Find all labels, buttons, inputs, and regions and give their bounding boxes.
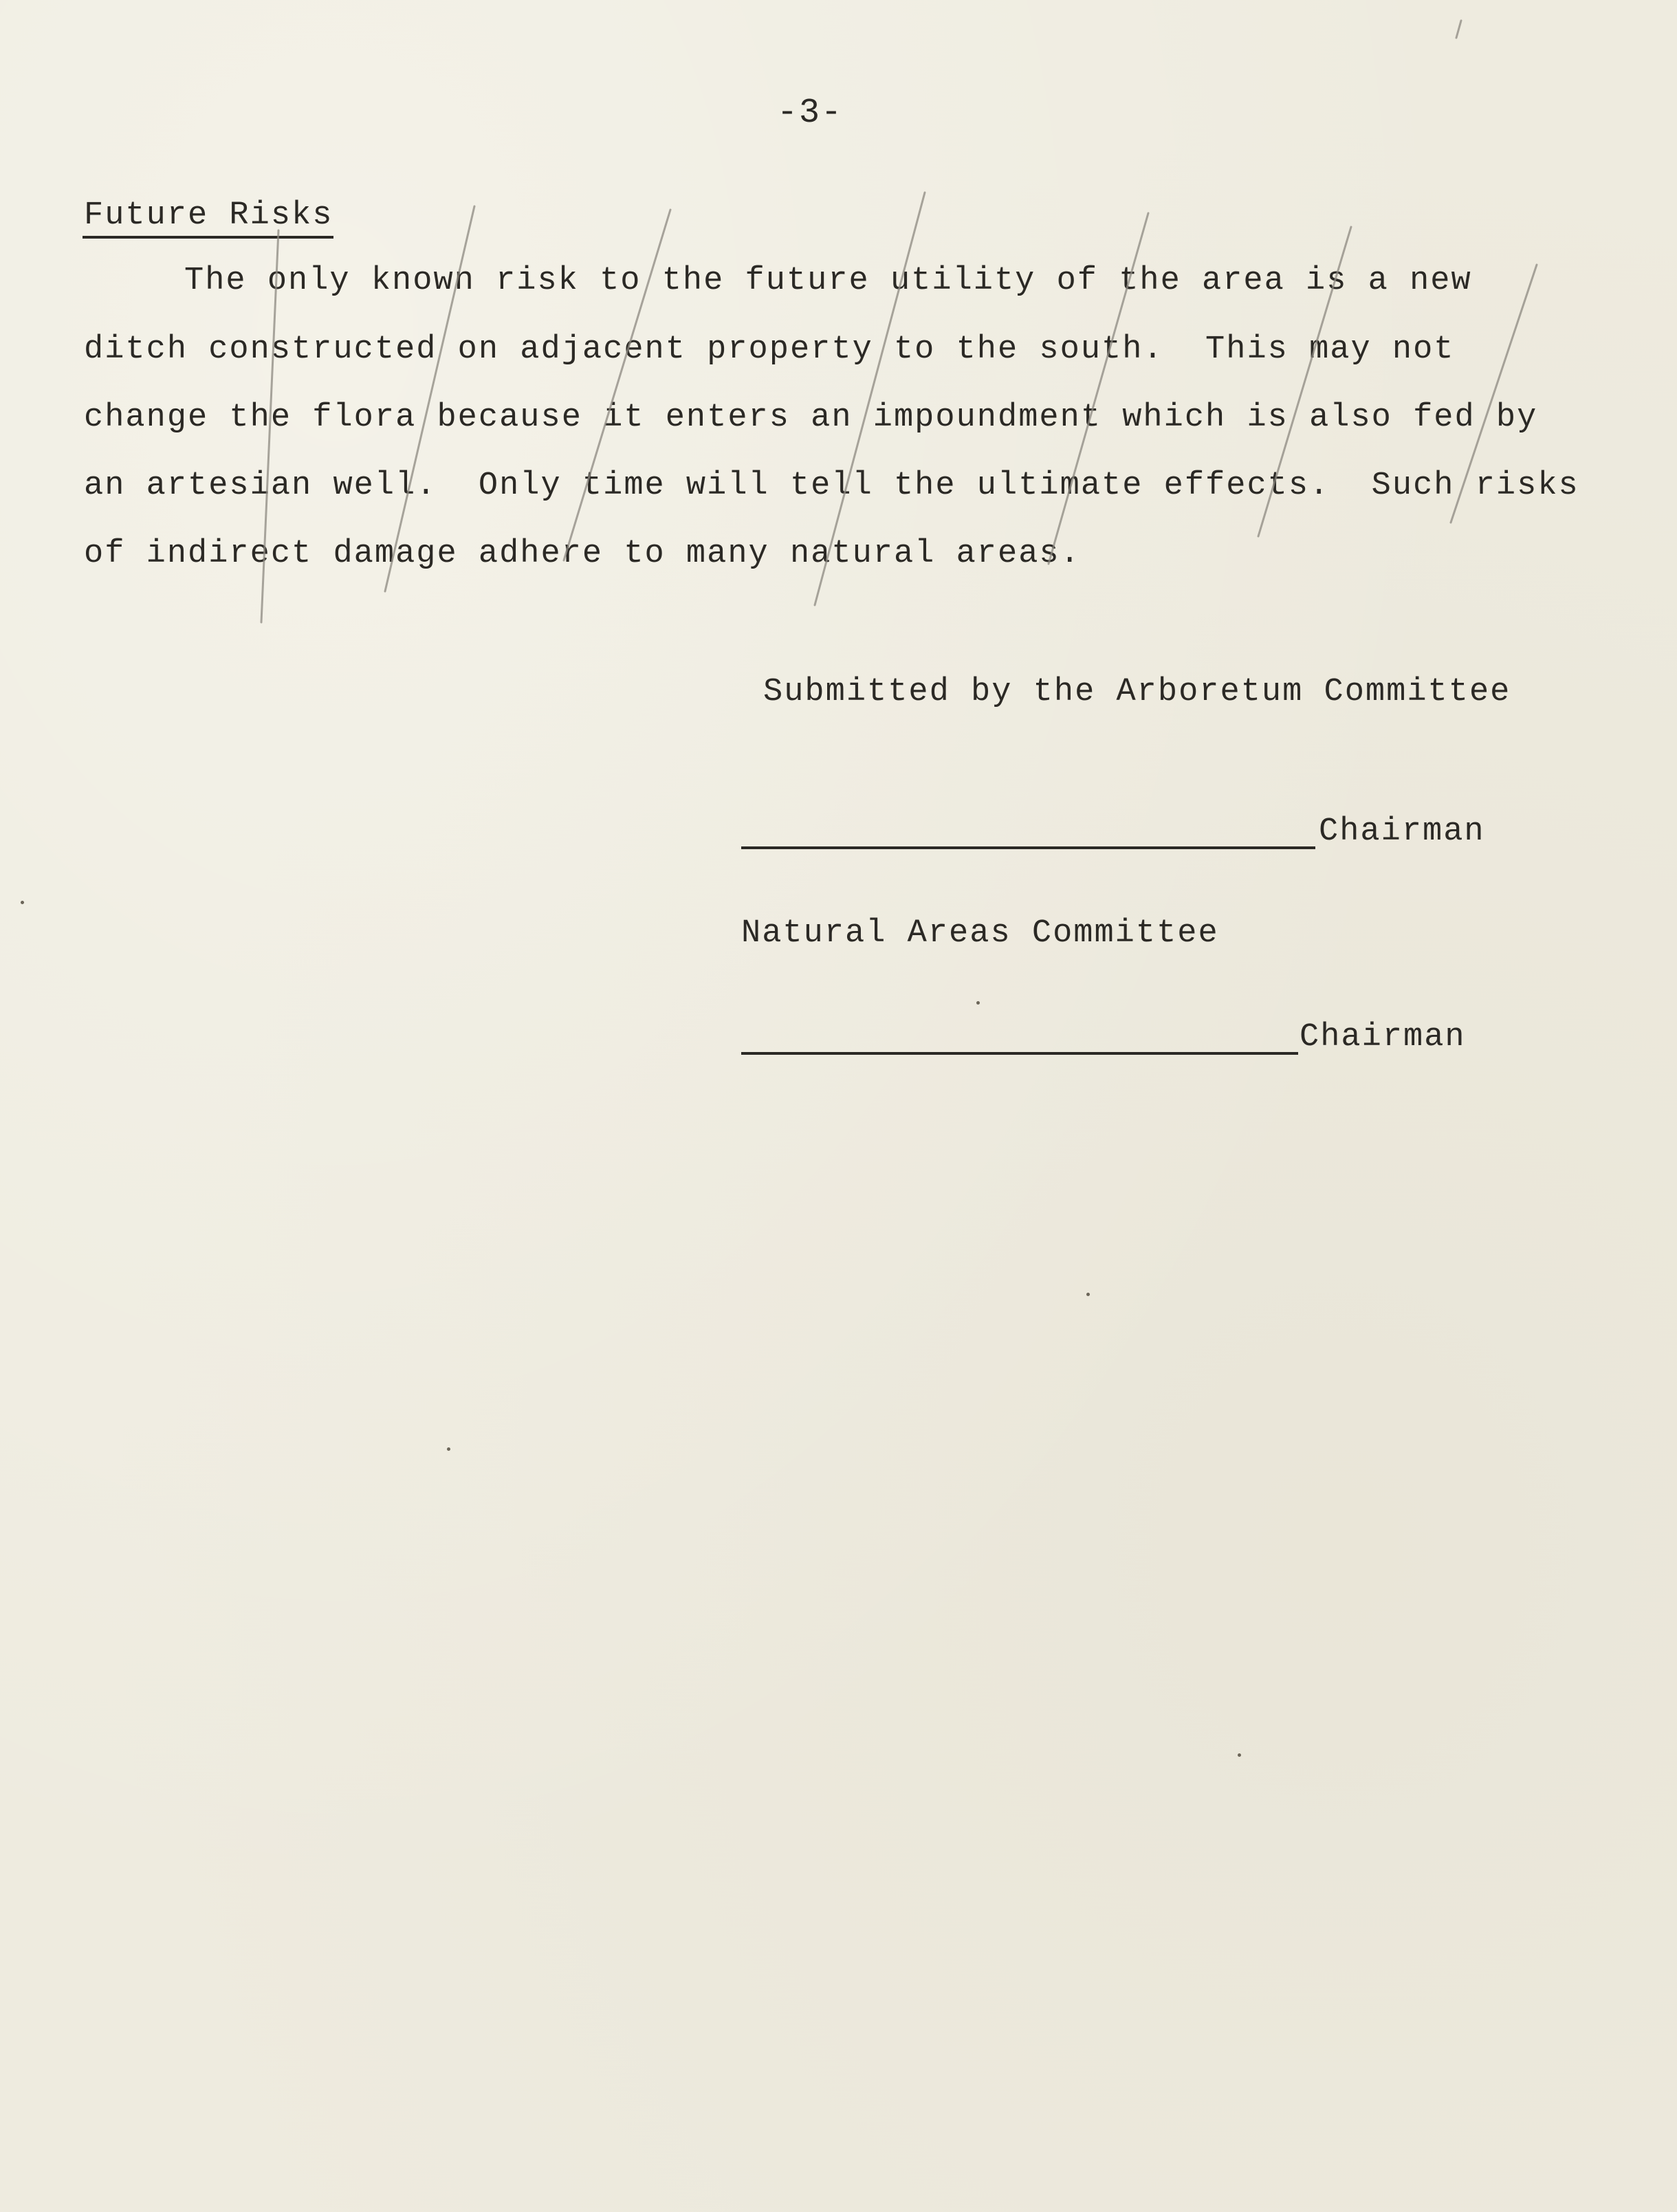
paper-speck (1238, 1753, 1241, 1757)
paper-speck (447, 1447, 450, 1451)
page-number: -3- (777, 94, 844, 133)
paragraph-line-5: of indirect damage adhere to many natural areas. (84, 536, 1081, 572)
chairman-title-2: Chairman (1300, 1019, 1466, 1055)
paragraph-line-1: The only known risk to the future utility of the area is a new (184, 263, 1472, 299)
paragraph-line-2: ditch constructed on adjacent property to the south. This may not (84, 331, 1455, 368)
signature-line-1 (741, 846, 1315, 849)
heading-underline (83, 236, 333, 239)
paragraph-line-3: change the flora because it enters an impoundment which is also fed by (84, 399, 1538, 436)
committee-name: Natural Areas Committee (741, 915, 1219, 952)
signature-line-2 (741, 1052, 1298, 1055)
pencil-stroke (1456, 21, 1461, 38)
paper-speck (21, 901, 24, 904)
paragraph-line-4: an artesian well. Only time will tell the ultimate effects. Such risks (84, 468, 1579, 504)
chairman-title-1: Chairman (1319, 813, 1485, 850)
paper-speck (1086, 1293, 1090, 1296)
section-heading: Future Risks (84, 197, 333, 234)
paper-speck (976, 1001, 980, 1005)
submitted-by-line: Submitted by the Arboretum Committee (763, 674, 1511, 710)
